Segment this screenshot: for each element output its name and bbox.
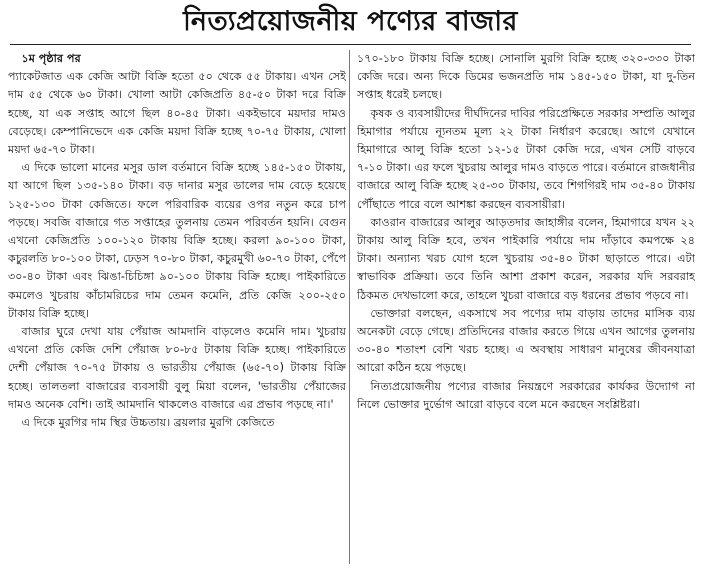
headline-area [0, 0, 701, 44]
headline: নিত্যপ্রয়োজনীয় পণ্যের বাজার [183, 6, 518, 37]
right-column [357, 50, 695, 566]
left-column [8, 50, 346, 566]
paragraph: প্যাকেটজাত এক কেজি আটা বিক্রি হতো ৫০ থেকে ৫৫ টাকায়। এখন সেই দাম ৫৫ থেকে ৬০ টাকা। খোলা আটা কেজিপ্রতি ৪৫-৫০ টাকা দরে বিক্রি হচ্ছে, যা এক সপ্তাহ আগে ছিল ৪০-৪৫ টাকা। একইভাবে ময়দার দামও বেড়েছে। কেম্পানিভেদে এক কেজি ময়দা বিক্রি হচ্ছে ৭০-৭৫ টাকায়, খোলা ময়দা ৬৫-৭০ টাকা। [8, 70, 346, 157]
headline-rule [10, 44, 691, 45]
paragraph: এ দিকে ভালো মানের মসুর ডাল বর্তমানে বিক্রি হচ্ছে ১৪৫-১৫০ টাকায়, যা আগে ছিল ১৩৫-১৪০ টাকা। বড় দানার মসুর ডালের দাম বেড়ে হয়েছে ১২৫-১৩০ টাকা কেজিতে। ফলে পরিবারিক ব্যয়ের ওপর নতুন করে চাপ পড়ছে। সবজি বাজারে গত সপ্তাহের তুলনায় তেমন পরিবর্তন হয়নি। বেগুন এখনো কেজিপ্রতি ১০০-১২০ টাকায় বিক্রি হচ্ছে। করলা ৯০-১০০ টাকা, কচুরলতি ৮০-১০০ টাকা, ঢেড়স ৭০-৮০ টাকা, কচুরমুখী ৬০-৭০ টাকা, পেঁপে ৩০-৪০ টাকা এবং ঝিঙা-চিচিঙ্গা ৯০-১০০ টাকায় বিক্রি হচ্ছে। পাইকারিতে কমলেও খুচরায় কাঁচামরিচের দাম তেমন কমেনি, প্রতি কেজি ২০০-২৫০ টাকায় বিক্রি হচ্ছে। [8, 161, 346, 320]
continued-from-label: ১ম পৃষ্ঠার পর [21, 52, 81, 65]
paragraph: এ দিকে মুরগির দাম স্থির উচ্চতায়। ব্রয়লার মুরগি কেজিতে [21, 416, 275, 430]
paragraph: নিত্যপ্রয়োজনীয় পণ্যের বাজার নিয়ন্ত্রণে সরকারের কার্যকর উদ্যোগ না নিলে ভোক্তার দুর্ভোগ আরো বাড়বে বলে মনে করছেন সংশ্লিষ্টরা। [357, 379, 695, 411]
column-divider [349, 50, 350, 564]
paragraph: কাওরান বাজারের আলুর আড়তদার জাহাঙ্গীর বলেন, হিমাগারে যখন ২২ টাকায় আলু বিক্রি হবে, তখন পাইকারি পর্যায়ে দাম দাঁড়াবে কমপক্ষে ২৪ টাকা। অন্যান্য খরচ যোগ হলে খুচরায় ৩৫-৪০ টাকা ছাড়াতে পারে। এটা স্বাভাবিক প্রক্রিয়া। তবে তিনি আশা প্রকাশ করেন, সরকার যদি সরবরাহ ঠিকমত দেখভালো করে, তাহলে খুচরা বাজারে বড় ধরনের প্রভাব পড়বে না। [357, 215, 695, 302]
paragraph: কৃষক ও ব্যবসায়ীদের দীর্ঘদিনের দাবির পরিপ্রেক্ষিতে সরকার সম্প্রতি আলুর হিমাগার পর্যায়ে ন্যূনতম মূল্য ২২ টাকা নির্ধারণ করেছে। আগে যেখানে হিমাগারে আলু বিক্রি হতো ১২-১৫ টাকা কেজি দরে, এখন সেটি বাড়বে ৭-১০ টাকা। এর ফলে খুচরায় আলুর দামও বাড়তে পারে। বর্তমানে রাজধানীর বাজারে আলু বিক্রি হচ্ছে ২৫-৩০ টাকায়, তবে শিগগিরই দাম ৩৫-৪০ টাকায় পৌঁছাতে পারে বলে আশঙ্কা করছেন ব্যবসায়ীরা। [357, 106, 695, 211]
paragraph: বাজার ঘুরে দেখা যায় পেঁয়াজ আমদানি বাড়লেও কমেনি দাম। খুচরায় এখনো প্রতি কেজি দেশি পেঁয়াজ ৮০-৮৫ টাকায় বিক্রি হচ্ছে। পাইকারিতে দেশী পেঁয়াজ ৭০-৭৫ টাকায় ও ভারতীয় পেঁয়াজ (৬৫-৭০) টাকায় বিক্রি হচ্ছে। তালতলা বাজারের ব্যবসায়ী বুলু মিয়া বলেন, 'ভারতীয় পেঁয়াজের দামও অনেক বেশি। তাই আমদানি থাকলেও বাজারে এর প্রভাব পড়ছে না।' [8, 325, 346, 411]
paragraph: ভোক্তারা বলছেন, একসাথে সব পণ্যের দাম বাড়ায় তাদের মাসিক ব্যয় অনেকটা বেড়ে গেছে। প্রতিদিনের বাজার করতে গিয়ে এখন আগের তুলনায় ৩০-৪০ শতাংশ বেশি খরচ হচ্ছে। এ অবস্থায় সাধারণ মানুষের জীবনযাত্রা আরো কঠিন হয়ে পড়ছে। [357, 306, 695, 375]
paragraph: ১৭০-১৮০ টাকায় বিক্রি হচ্ছে। সোনালি মুরগি বিক্রি হচ্ছে ৩২০-৩৩০ টাকা কেজি দরে। অন্য দিকে ডিমের ভজনপ্রতি দাম ১৪৫-১৫০ টাকা, যা দু-তিন সপ্তাহ ধরেই চলছে। [357, 52, 695, 102]
